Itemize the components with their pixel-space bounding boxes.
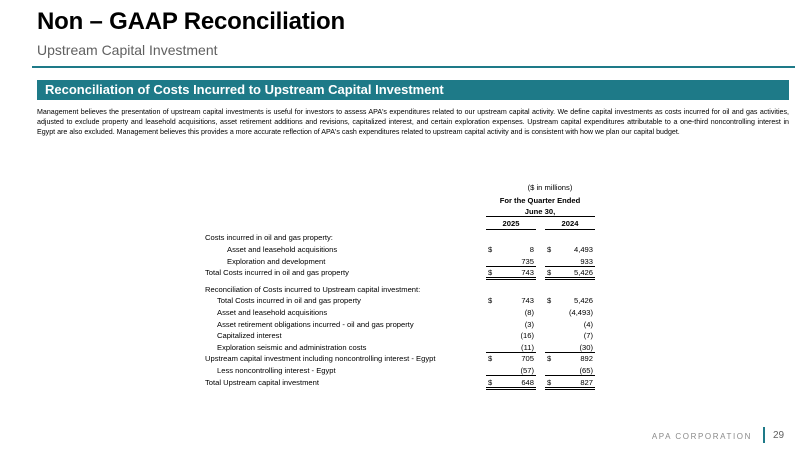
value-2024: 933	[580, 257, 593, 266]
period-header: For the Quarter Ended	[499, 196, 581, 205]
row-label: Asset and leasehold acquisitions	[217, 308, 328, 317]
value-2024: (4)	[583, 320, 593, 329]
value-2025: 8	[529, 245, 534, 254]
value-2024: 827	[580, 378, 593, 387]
row-label: Capitalized interest	[217, 331, 282, 340]
currency-symbol: $	[488, 354, 493, 363]
value-2024: 892	[580, 354, 593, 363]
column-underline-2025	[486, 229, 536, 230]
period-subheader: June 30,	[524, 207, 556, 216]
value-2025: (16)	[520, 331, 534, 340]
value-2024: 4,493	[573, 245, 593, 254]
row-label: Exploration seismic and administration costs	[217, 343, 367, 352]
row-label: Upstream capital investment including noncontrolling interest - Egypt	[205, 354, 436, 363]
value-2025: 743	[521, 296, 534, 305]
column-header-2025: 2025	[502, 219, 520, 228]
currency-symbol: $	[547, 245, 552, 254]
currency-symbol: $	[488, 296, 493, 305]
row-label: Reconciliation of Costs incurred to Upstream capital investment:	[205, 285, 421, 294]
value-2025: 735	[521, 257, 534, 266]
value-2024: 5,426	[573, 296, 593, 305]
subtotal-line	[545, 375, 595, 376]
value-2024: (4,493)	[568, 308, 593, 317]
column-underline-2024	[545, 229, 595, 230]
value-2025: (3)	[524, 320, 534, 329]
currency-symbol: $	[488, 245, 493, 254]
subtotal-line	[545, 266, 595, 267]
currency-symbol: $	[547, 378, 552, 387]
value-2024: (30)	[579, 343, 593, 352]
subtotal-line	[486, 375, 536, 376]
subtotal-line	[486, 266, 536, 267]
description-paragraph: Management believes the presentation of upstream capital investments is useful for investors to assess APA's expenditures related to our upstream capital activity. We define capital investments as costs incurred for oil and gas activities, adjusted to exclude property and leasehold acquisitions, asset retirement additions and revisions, capitalized interest, and certain exploration expenses. Upstream capital expenditures attributable to a one-third noncontrolling interest in Egypt are also excluded. Management believes this provides a more accurate reflection of APA's cash expenditures related to upstream capital activity and is consistent with how we plan our capital budget.	[37, 108, 789, 136]
row-label: Asset retirement obligations incurred - oil and gas property	[217, 320, 414, 329]
total-double-line	[545, 277, 595, 280]
value-2024: (7)	[583, 331, 593, 340]
value-2025: (8)	[524, 308, 534, 317]
section-banner-title: Reconciliation of Costs Incurred to Upstream Capital Investment	[45, 82, 444, 97]
page-title: Non – GAAP Reconciliation	[37, 8, 345, 35]
column-header-2024: 2024	[561, 219, 579, 228]
unit-note: ($ in millions)	[527, 183, 573, 192]
row-label: Total Upstream capital investment	[205, 378, 319, 387]
reconciliation-table	[205, 0, 595, 395]
currency-symbol: $	[488, 268, 493, 277]
footer-divider	[763, 427, 765, 443]
currency-symbol: $	[547, 354, 552, 363]
value-2024: 5,426	[573, 268, 593, 277]
currency-symbol: $	[488, 378, 493, 387]
currency-symbol: $	[547, 268, 552, 277]
value-2025: (11)	[521, 343, 534, 352]
period-underline	[486, 216, 595, 217]
value-2024: (65)	[579, 366, 593, 375]
total-double-line	[486, 277, 536, 280]
page-number: 29	[773, 430, 785, 441]
row-label: Less noncontrolling interest - Egypt	[217, 366, 336, 375]
total-double-line	[545, 387, 595, 390]
subtotal-line	[486, 352, 536, 353]
total-double-line	[486, 387, 536, 390]
row-label: Total Costs incurred in oil and gas property	[217, 296, 361, 305]
row-label: Costs incurred in oil and gas property:	[205, 233, 333, 242]
value-2025: 648	[521, 378, 534, 387]
footer-company: APA CORPORATION	[651, 432, 752, 441]
subtotal-line	[545, 352, 595, 353]
page-subtitle: Upstream Capital Investment	[37, 42, 218, 58]
value-2025: 743	[521, 268, 534, 277]
row-label: Exploration and development	[227, 257, 326, 266]
row-label: Asset and leasehold acquisitions	[227, 245, 338, 254]
currency-symbol: $	[547, 296, 552, 305]
value-2025: 705	[521, 354, 534, 363]
value-2025: (57)	[520, 366, 534, 375]
row-label: Total Costs incurred in oil and gas property	[205, 268, 349, 277]
